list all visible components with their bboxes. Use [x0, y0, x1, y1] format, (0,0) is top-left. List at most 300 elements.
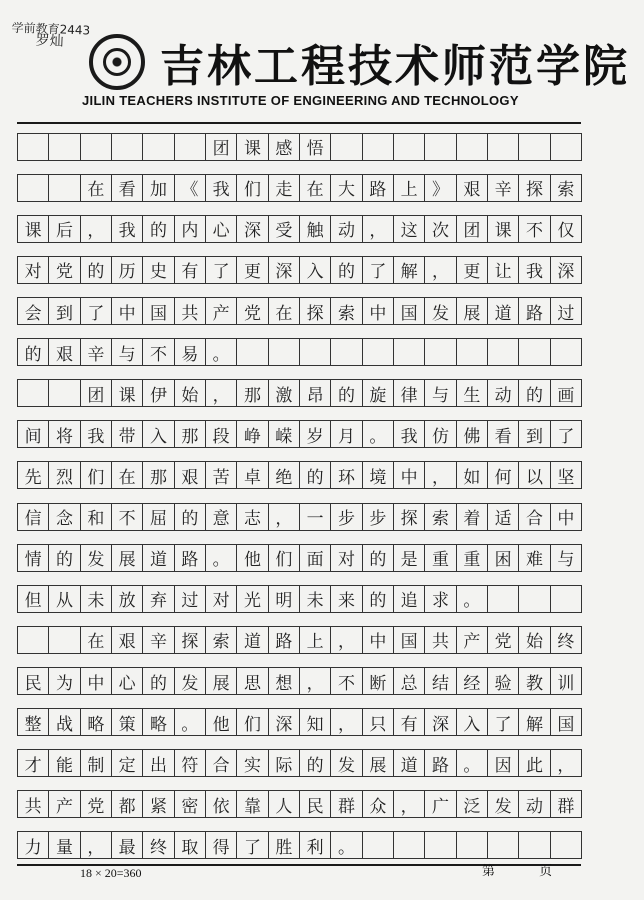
grid-cell: 群 — [330, 790, 362, 818]
grid-cell: 明 — [268, 585, 300, 613]
grid-cell: 合 — [205, 749, 237, 777]
grid-cell: 深 — [268, 256, 300, 284]
grid-cell: 心 — [205, 215, 237, 243]
grid-cell — [550, 831, 582, 859]
grid-cell: 但 — [17, 585, 49, 613]
grid-cell — [487, 133, 519, 161]
grid-cell: 共 — [174, 297, 206, 325]
grid-cell: 重 — [424, 544, 456, 572]
grid-cell: 思 — [236, 667, 268, 695]
grid-cell: 的 — [142, 667, 174, 695]
grid-cell: 佛 — [456, 420, 488, 448]
grid-cell: 解 — [518, 708, 550, 736]
grid-cell — [456, 133, 488, 161]
grid-cell: ， — [330, 626, 362, 654]
grid-cell: 策 — [111, 708, 143, 736]
grid-cell: 辛 — [487, 174, 519, 202]
grid-cell: 民 — [299, 790, 331, 818]
grid-cell: 《 — [174, 174, 206, 202]
grid-cell: 团 — [80, 379, 112, 407]
grid-cell: 课 — [487, 215, 519, 243]
grid-cell: 来 — [330, 585, 362, 613]
grid-cell: 发 — [80, 544, 112, 572]
grid-cell — [17, 379, 49, 407]
grid-cell: 了 — [362, 256, 394, 284]
grid-cell: 的 — [299, 461, 331, 489]
grid-cell: 们 — [80, 461, 112, 489]
grid-cell: 索 — [550, 174, 582, 202]
grid-cell: 国 — [393, 626, 425, 654]
grid-cell: 步 — [362, 503, 394, 531]
grid-cell: 带 — [111, 420, 143, 448]
grid-cell: 不 — [330, 667, 362, 695]
grid-cell: 靠 — [236, 790, 268, 818]
grid-cell: 那 — [174, 420, 206, 448]
grid-cell: 想 — [268, 667, 300, 695]
grid-cell: 一 — [299, 503, 331, 531]
grid-cell: 党 — [80, 790, 112, 818]
grid-cell: 后 — [48, 215, 80, 243]
grid-cell: 动 — [330, 215, 362, 243]
grid-cell — [518, 831, 550, 859]
grid-cell: 出 — [142, 749, 174, 777]
grid-cell: 上 — [393, 174, 425, 202]
grid-cell: 动 — [518, 790, 550, 818]
grid-cell: 此 — [518, 749, 550, 777]
grid-cell: 们 — [236, 174, 268, 202]
grid-cell: 发 — [174, 667, 206, 695]
grid-cell: 路 — [174, 544, 206, 572]
grid-cell — [456, 338, 488, 366]
grid-cell: 有 — [174, 256, 206, 284]
grid-cell: 探 — [518, 174, 550, 202]
grid-cell — [111, 133, 143, 161]
grid-cell: 利 — [299, 831, 331, 859]
grid-cell — [487, 585, 519, 613]
grid-cell: 求 — [424, 585, 456, 613]
grid-cell: ， — [424, 461, 456, 489]
grid-cell: 的 — [299, 749, 331, 777]
grid-cell: 解 — [393, 256, 425, 284]
grid-cell: 们 — [268, 544, 300, 572]
grid-cell — [80, 133, 112, 161]
grid-cell: 始 — [518, 626, 550, 654]
grid-cell — [362, 338, 394, 366]
writing-grid — [17, 124, 581, 864]
grid-cell: 探 — [174, 626, 206, 654]
grid-cell: 在 — [111, 461, 143, 489]
grid-cell — [393, 133, 425, 161]
grid-cell: 史 — [142, 256, 174, 284]
grid-cell: 党 — [48, 256, 80, 284]
grid-cell: 群 — [550, 790, 582, 818]
grid-cell: 以 — [518, 461, 550, 489]
grid-cell: 深 — [550, 256, 582, 284]
grid-cell: 我 — [111, 215, 143, 243]
grid-cell — [550, 585, 582, 613]
grid-cell: 产 — [48, 790, 80, 818]
grid-cell: 与 — [111, 338, 143, 366]
grid-cell: 索 — [424, 503, 456, 531]
grid-cell: 实 — [236, 749, 268, 777]
grid-cell: 了 — [236, 831, 268, 859]
grid-cell: 略 — [80, 708, 112, 736]
grid-cell — [362, 133, 394, 161]
grid-cell: 弃 — [142, 585, 174, 613]
grid-cell — [456, 831, 488, 859]
grid-cell: 次 — [424, 215, 456, 243]
grid-cell: 》 — [424, 174, 456, 202]
grid-cell: 未 — [80, 585, 112, 613]
grid-cell: 知 — [299, 708, 331, 736]
grid-cell: 让 — [487, 256, 519, 284]
grid-cell — [17, 174, 49, 202]
grid-cell: 中 — [393, 461, 425, 489]
grid-cell: 我 — [205, 174, 237, 202]
grid-cell: 激 — [268, 379, 300, 407]
grid-cell: 不 — [142, 338, 174, 366]
grid-cell: 入 — [299, 256, 331, 284]
grid-cell: 和 — [80, 503, 112, 531]
grid-cell: 产 — [456, 626, 488, 654]
grid-cell: 发 — [487, 790, 519, 818]
grid-cell — [487, 831, 519, 859]
grid-cell — [268, 338, 300, 366]
grid-cell: 中 — [111, 297, 143, 325]
grid-cell — [518, 585, 550, 613]
grid-cell: ， — [424, 256, 456, 284]
grid-cell — [17, 626, 49, 654]
grid-cell: 中 — [80, 667, 112, 695]
grid-cell: 生 — [456, 379, 488, 407]
grid-cell — [550, 338, 582, 366]
grid-cell: 对 — [330, 544, 362, 572]
grid-cell: 在 — [80, 626, 112, 654]
grid-cell: 人 — [268, 790, 300, 818]
grid-cell: 放 — [111, 585, 143, 613]
grid-cell: 道 — [142, 544, 174, 572]
grid-cell — [424, 831, 456, 859]
grid-cell: 不 — [518, 215, 550, 243]
grid-cell: 民 — [17, 667, 49, 695]
grid-cell: 胜 — [268, 831, 300, 859]
grid-cell: 画 — [550, 379, 582, 407]
grid-cell: ， — [205, 379, 237, 407]
grid-cell: 因 — [487, 749, 519, 777]
grid-cell: 的 — [330, 379, 362, 407]
grid-cell: 我 — [80, 420, 112, 448]
grid-cell: 昂 — [299, 379, 331, 407]
grid-cell: 辛 — [80, 338, 112, 366]
grid-cell — [48, 379, 80, 407]
grid-cell: 了 — [80, 297, 112, 325]
grid-cell: 略 — [142, 708, 174, 736]
grid-cell: 辛 — [142, 626, 174, 654]
grid-cell: 际 — [268, 749, 300, 777]
grid-cell: 会 — [17, 297, 49, 325]
grid-cell: 国 — [550, 708, 582, 736]
grid-cell: 峥 — [236, 420, 268, 448]
grid-cell: 步 — [330, 503, 362, 531]
grid-cell: 取 — [174, 831, 206, 859]
grid-cell: 的 — [80, 256, 112, 284]
grid-cell: 为 — [48, 667, 80, 695]
grid-cell: 心 — [111, 667, 143, 695]
grid-cell: 。 — [362, 420, 394, 448]
grid-cell: 过 — [174, 585, 206, 613]
grid-cell: ， — [362, 215, 394, 243]
grid-cell: 我 — [518, 256, 550, 284]
grid-cell: 艰 — [111, 626, 143, 654]
grid-cell: 仿 — [424, 420, 456, 448]
grid-cell: 党 — [487, 626, 519, 654]
grid-cell: 念 — [48, 503, 80, 531]
grid-cell: 入 — [142, 420, 174, 448]
grid-cell: 仅 — [550, 215, 582, 243]
grid-cell: 经 — [456, 667, 488, 695]
grid-cell: 入 — [456, 708, 488, 736]
grid-cell: 整 — [17, 708, 49, 736]
grid-cell: 符 — [174, 749, 206, 777]
grid-cell: 始 — [174, 379, 206, 407]
grid-cell: 他 — [236, 544, 268, 572]
grid-cell: 到 — [518, 420, 550, 448]
grid-cell: 的 — [362, 544, 394, 572]
grid-cell: 更 — [236, 256, 268, 284]
grid-cell: 课 — [111, 379, 143, 407]
grid-cell: 困 — [487, 544, 519, 572]
grid-cell: 的 — [362, 585, 394, 613]
grid-cell: 。 — [205, 544, 237, 572]
grid-cell: 制 — [80, 749, 112, 777]
grid-cell: 深 — [424, 708, 456, 736]
composition-sheet — [17, 122, 581, 866]
grid-cell: 在 — [268, 297, 300, 325]
grid-cell: 适 — [487, 503, 519, 531]
grid-cell: 产 — [205, 297, 237, 325]
grid-cell — [48, 626, 80, 654]
grid-cell: ， — [268, 503, 300, 531]
grid-cell: 面 — [299, 544, 331, 572]
grid-cell: 卓 — [236, 461, 268, 489]
grid-cell: 得 — [205, 831, 237, 859]
grid-cell: 的 — [518, 379, 550, 407]
grid-cell — [48, 133, 80, 161]
grid-cell: 。 — [330, 831, 362, 859]
grid-cell: 那 — [236, 379, 268, 407]
grid-cell: 追 — [393, 585, 425, 613]
grid-cell: 与 — [550, 544, 582, 572]
grid-cell — [236, 338, 268, 366]
grid-cell: 内 — [174, 215, 206, 243]
grid-cell — [550, 133, 582, 161]
grid-cell: 绝 — [268, 461, 300, 489]
grid-cell: 月 — [330, 420, 362, 448]
grid-cell: 悟 — [299, 133, 331, 161]
grid-cell: 意 — [205, 503, 237, 531]
grid-cell: 是 — [393, 544, 425, 572]
grid-cell: 探 — [299, 297, 331, 325]
grid-cell: 他 — [205, 708, 237, 736]
grid-cell: 艰 — [48, 338, 80, 366]
grid-cell: 验 — [487, 667, 519, 695]
grid-cell: 上 — [299, 626, 331, 654]
grid-cell: 中 — [550, 503, 582, 531]
grid-cell: 中 — [362, 626, 394, 654]
grid-cell — [174, 133, 206, 161]
grid-cell: 的 — [17, 338, 49, 366]
grid-cell: 光 — [236, 585, 268, 613]
grid-cell: 探 — [393, 503, 425, 531]
grid-cell: 展 — [362, 749, 394, 777]
grid-cell: 旋 — [362, 379, 394, 407]
grid-cell: 不 — [111, 503, 143, 531]
grid-cell — [393, 338, 425, 366]
grid-cell: 易 — [174, 338, 206, 366]
grid-cell — [362, 831, 394, 859]
grid-cell — [424, 338, 456, 366]
grid-cell: 信 — [17, 503, 49, 531]
grid-cell: 道 — [393, 749, 425, 777]
grid-cell: 环 — [330, 461, 362, 489]
grid-cell: 触 — [299, 215, 331, 243]
grid-cell: 未 — [299, 585, 331, 613]
grid-cell: 更 — [456, 256, 488, 284]
grid-cell: 。 — [456, 749, 488, 777]
grid-cell: 合 — [518, 503, 550, 531]
logo-emblem-icon — [103, 48, 131, 76]
grid-cell: 段 — [205, 420, 237, 448]
grid-cell: ， — [393, 790, 425, 818]
grid-cell: 展 — [205, 667, 237, 695]
grid-cell: 了 — [205, 256, 237, 284]
grid-cell: 终 — [550, 626, 582, 654]
grid-cell — [330, 338, 362, 366]
grid-cell: 对 — [17, 256, 49, 284]
grid-cell: 了 — [550, 420, 582, 448]
grid-cell: 索 — [330, 297, 362, 325]
grid-cell: 深 — [236, 215, 268, 243]
grid-cell: 教 — [518, 667, 550, 695]
grid-cell: 广 — [424, 790, 456, 818]
grid-cell — [487, 338, 519, 366]
grid-cell: 才 — [17, 749, 49, 777]
grid-cell: 道 — [236, 626, 268, 654]
grid-cell: 在 — [80, 174, 112, 202]
grid-cell: 最 — [111, 831, 143, 859]
grid-cell: 艰 — [174, 461, 206, 489]
grid-cell: 只 — [362, 708, 394, 736]
grid-cell: 境 — [362, 461, 394, 489]
grid-cell: 共 — [424, 626, 456, 654]
grid-cell: 们 — [236, 708, 268, 736]
grid-cell: 将 — [48, 420, 80, 448]
grid-cell — [330, 133, 362, 161]
grid-cell: 烈 — [48, 461, 80, 489]
grid-cell — [299, 338, 331, 366]
grid-cell: ， — [330, 708, 362, 736]
grid-cell: 嵘 — [268, 420, 300, 448]
page-number-label: 第 页 — [482, 864, 553, 879]
grid-cell: 结 — [424, 667, 456, 695]
grid-cell: 党 — [236, 297, 268, 325]
grid-cell: 展 — [111, 544, 143, 572]
grid-cell: 加 — [142, 174, 174, 202]
grid-cell: 力 — [17, 831, 49, 859]
grid-cell: 发 — [330, 749, 362, 777]
grid-cell: 那 — [142, 461, 174, 489]
grid-cell: 深 — [268, 708, 300, 736]
grid-cell: 对 — [205, 585, 237, 613]
student-name-note: 罗灿 — [35, 32, 64, 50]
handwritten-class-note — [3, 1, 91, 58]
grid-cell: 战 — [48, 708, 80, 736]
grid-cell: 的 — [330, 256, 362, 284]
grid-cell: 。 — [205, 338, 237, 366]
grid-cell: 的 — [174, 503, 206, 531]
grid-cell: 伊 — [142, 379, 174, 407]
grid-cell: ， — [80, 831, 112, 859]
grid-cell: 展 — [456, 297, 488, 325]
grid-cell: 走 — [268, 174, 300, 202]
grid-cell: 历 — [111, 256, 143, 284]
grid-cell: 坚 — [550, 461, 582, 489]
grid-cell: 如 — [456, 461, 488, 489]
grid-cell: 依 — [205, 790, 237, 818]
grid-cell: 艰 — [456, 174, 488, 202]
grid-cell: 看 — [111, 174, 143, 202]
school-logo-icon — [89, 34, 145, 90]
grid-cell: 国 — [393, 297, 425, 325]
grid-cell: ， — [80, 215, 112, 243]
grid-cell: 紧 — [142, 790, 174, 818]
grid-cell: 众 — [362, 790, 394, 818]
grid-cell: 大 — [330, 174, 362, 202]
grid-cell: 屈 — [142, 503, 174, 531]
grid-cell: 重 — [456, 544, 488, 572]
grid-cell — [48, 174, 80, 202]
grid-cell: 看 — [487, 420, 519, 448]
grid-cell: 受 — [268, 215, 300, 243]
grid-cell: 我 — [393, 420, 425, 448]
grid-cell — [424, 133, 456, 161]
grid-cell: 共 — [17, 790, 49, 818]
grid-cell: 。 — [174, 708, 206, 736]
grid-cell: 量 — [48, 831, 80, 859]
class-note-text: 学前教育2443 — [11, 20, 91, 38]
grid-cell — [142, 133, 174, 161]
grid-cell: 苦 — [205, 461, 237, 489]
grid-cell: 了 — [487, 708, 519, 736]
grid-cell: 到 — [48, 297, 80, 325]
grid-cell: 。 — [456, 585, 488, 613]
grid-cell: 志 — [236, 503, 268, 531]
grid-cell: 律 — [393, 379, 425, 407]
grid-cell: 情 — [17, 544, 49, 572]
grid-cell — [518, 338, 550, 366]
grid-cell: 断 — [362, 667, 394, 695]
grid-cell: 过 — [550, 297, 582, 325]
grid-cell: 的 — [142, 215, 174, 243]
grid-cell: 动 — [487, 379, 519, 407]
grid-cell: 团 — [205, 133, 237, 161]
grid-cell: 泛 — [456, 790, 488, 818]
grid-cell: 总 — [393, 667, 425, 695]
grid-cell: 有 — [393, 708, 425, 736]
grid-cell: ， — [550, 749, 582, 777]
grid-cell: 终 — [142, 831, 174, 859]
grid-spec-label: 18 × 20=360 — [80, 866, 142, 880]
